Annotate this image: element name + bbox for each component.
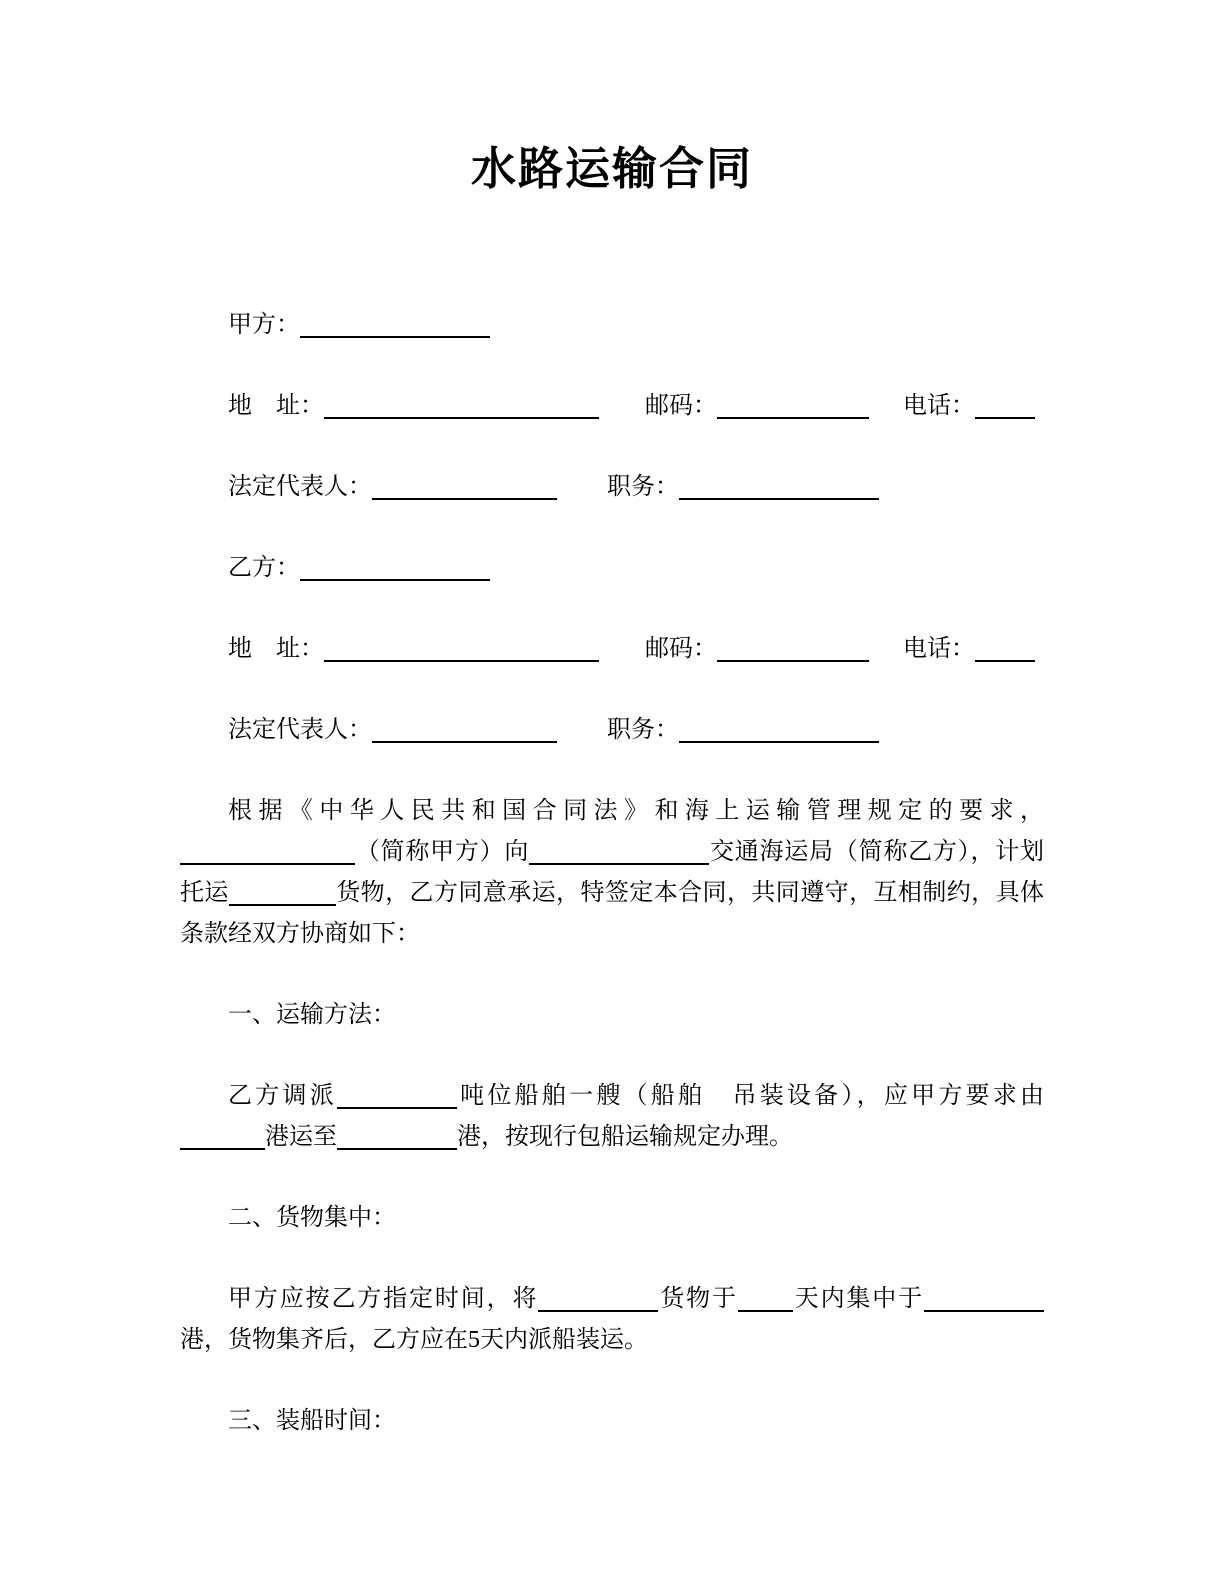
blank-party-b-postal[interactable]: [717, 640, 869, 662]
blank-tonnage[interactable]: [337, 1087, 457, 1109]
blank-party-b-phone[interactable]: [975, 640, 1035, 662]
preamble-text-1: 根据《中华人民共和国合同法》和海上运输管理规定的要求，: [228, 798, 1044, 824]
preamble-text-3: 交通海运局（简称乙方），计划托运: [180, 839, 1045, 906]
party-b-phone-label: 电话：: [903, 636, 975, 662]
party-b-address-row: [180, 629, 1044, 670]
party-b-name-row: [180, 548, 1044, 589]
blank-party-a-postal[interactable]: [717, 397, 869, 419]
blank-carrier-bureau[interactable]: [529, 843, 709, 865]
section-1-text-1: 乙方调派: [228, 1083, 337, 1109]
section-2-heading: 二、货物集中：: [228, 1205, 396, 1231]
blank-party-a-position[interactable]: [679, 478, 879, 500]
blank-party-a-name[interactable]: [300, 316, 490, 338]
blank-days[interactable]: [738, 1290, 793, 1312]
blank-party-b-address[interactable]: [324, 640, 599, 662]
blank-cargo-type[interactable]: [538, 1290, 658, 1312]
blank-shipper-name[interactable]: [180, 843, 355, 865]
section-1-text-2: 吨位船舶一艘（船舶 吊装设备），应甲方要求由: [456, 1083, 1045, 1109]
blank-party-b-legal-rep[interactable]: [372, 721, 557, 743]
party-a-address-label: 地 址：: [228, 393, 324, 419]
party-a-label: 甲方：: [228, 312, 300, 338]
section-2-text-4: 港，货物集齐后，乙方应在5天内派船装运。: [180, 1327, 648, 1353]
party-b-label: 乙方：: [228, 555, 300, 581]
blank-destination-port[interactable]: [337, 1128, 457, 1150]
party-a-address-row: [180, 386, 1044, 427]
blank-party-a-address[interactable]: [324, 397, 599, 419]
section-2-text-2: 货物于: [658, 1286, 738, 1312]
blank-party-a-legal-rep[interactable]: [372, 478, 557, 500]
section-3-heading: 三、装船时间：: [228, 1408, 396, 1434]
section-1-heading: 一、运输方法：: [228, 1002, 396, 1028]
party-b-position-label: 职务：: [607, 717, 679, 743]
section-2-text-1: 甲方应按乙方指定时间，将: [228, 1286, 539, 1312]
page-title: 水路运输合同: [470, 143, 753, 194]
preamble-paragraph: [180, 791, 1044, 955]
party-a-postal-label: 邮码：: [645, 393, 717, 419]
section-2-paragraph: [180, 1279, 1044, 1361]
party-a-position-label: 职务：: [607, 474, 679, 500]
blank-cargo-plan[interactable]: [229, 884, 336, 906]
blank-assembly-port[interactable]: [924, 1290, 1044, 1312]
party-b-address-label: 地 址：: [228, 636, 324, 662]
section-1-text-3: 港运至: [265, 1124, 337, 1150]
party-a-legal-rep-label: 法定代表人：: [228, 474, 372, 500]
party-a-legal-rep-row: [180, 467, 1044, 508]
blank-party-b-position[interactable]: [679, 721, 879, 743]
party-a-name-row: [180, 305, 1044, 346]
preamble-text-2: （简称甲方）向: [355, 839, 530, 865]
party-b-postal-label: 邮码：: [645, 636, 717, 662]
preamble-text-4: 货物，乙方同意承运，特签定本合同，共同遵守，互相制约，具体条款经双方协商如下：: [180, 880, 1045, 947]
blank-party-a-phone[interactable]: [975, 397, 1035, 419]
section-1-text-4: 港，按现行包船运输规定办理。: [457, 1124, 793, 1150]
party-b-legal-rep-label: 法定代表人：: [228, 717, 372, 743]
blank-origin-port[interactable]: [180, 1128, 265, 1150]
section-1-paragraph: [180, 1076, 1044, 1158]
section-2-text-3: 天内集中于: [792, 1286, 925, 1312]
party-b-legal-rep-row: [180, 710, 1044, 751]
blank-party-b-name[interactable]: [300, 559, 490, 581]
party-a-phone-label: 电话：: [903, 393, 975, 419]
